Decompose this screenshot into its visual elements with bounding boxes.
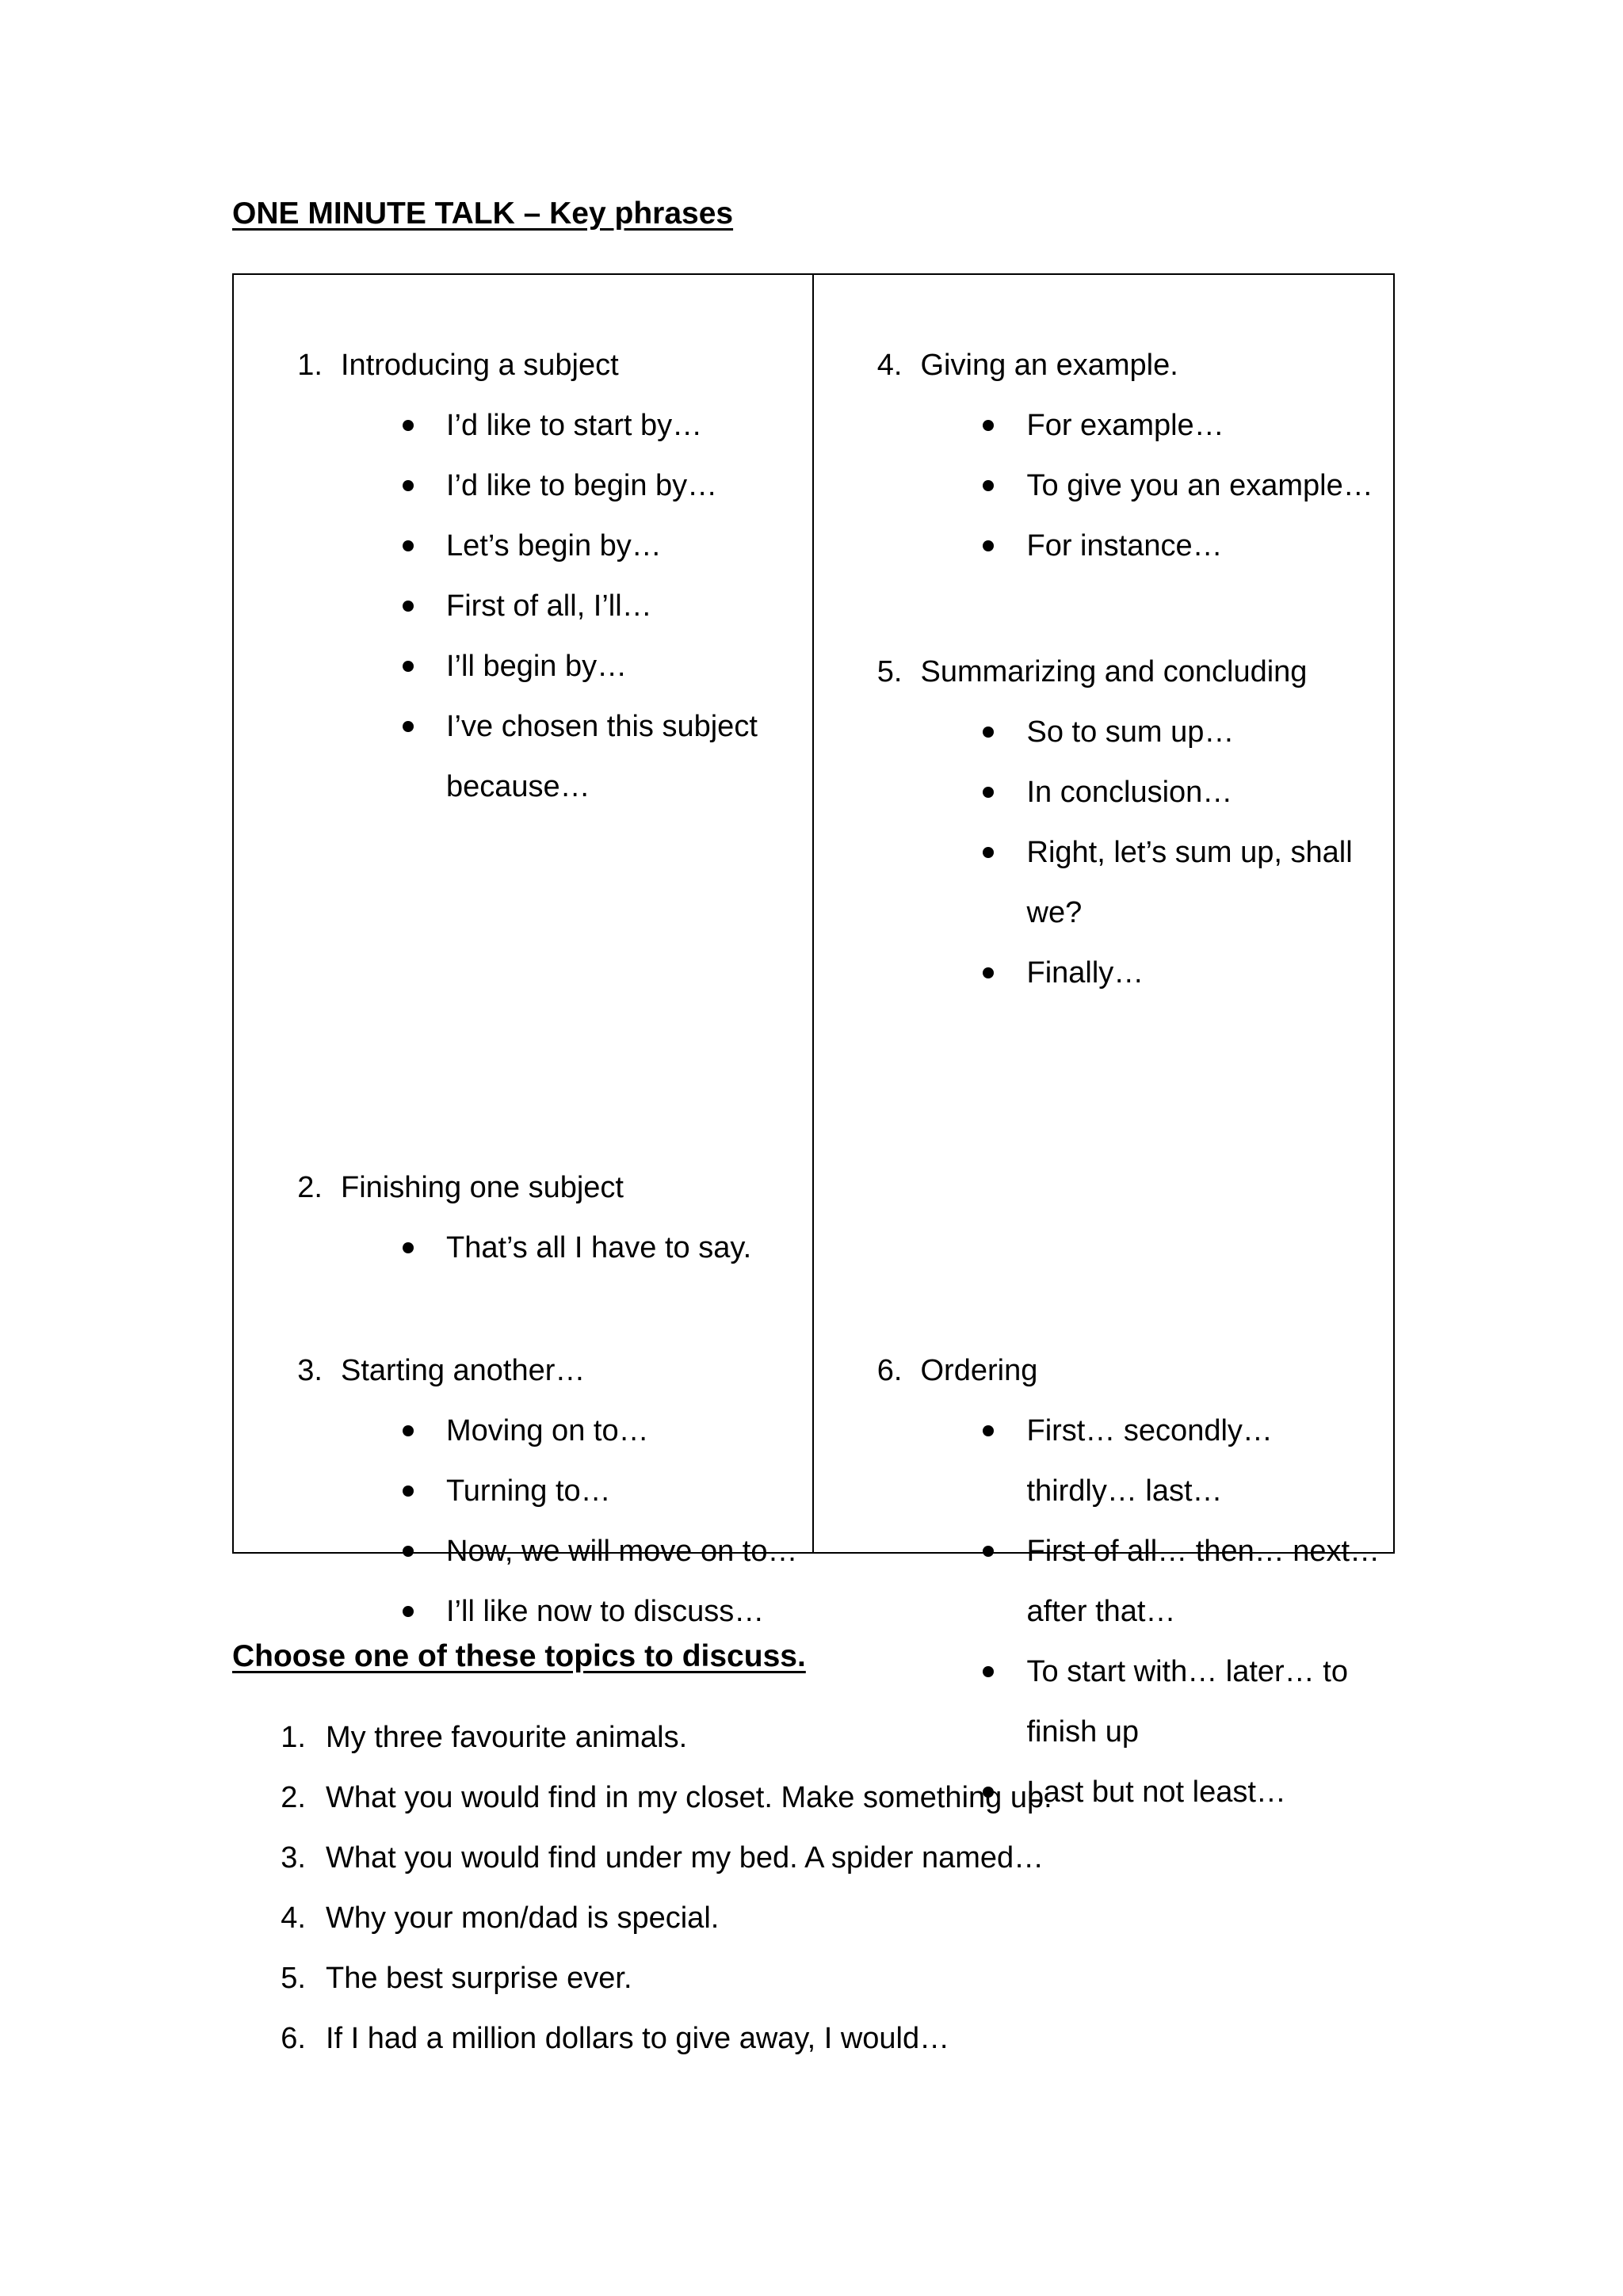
section-title: Starting another… — [341, 1353, 586, 1387]
topic-text: Why your mon/dad is special. — [326, 1901, 720, 1935]
bullet-icon — [983, 1666, 994, 1677]
bullet-icon — [983, 847, 994, 858]
phrase-item: In conclusion… — [814, 762, 1394, 822]
bullet-icon — [983, 967, 994, 978]
bullet-icon — [403, 1242, 414, 1253]
phrase-item: Now, we will move on to… — [234, 1521, 812, 1581]
phrase-section — [234, 1341, 812, 1642]
bullet-icon — [403, 1546, 414, 1557]
bullet-icon — [983, 727, 994, 738]
phrase-item: I’d like to start by… — [234, 395, 812, 456]
phrase-item: Last but not least… — [814, 1762, 1394, 1822]
topic-number: 6. — [281, 2021, 306, 2055]
phrase-item: I’ll begin by… — [234, 636, 812, 696]
phrase-section — [234, 1158, 812, 1278]
topic-number: 4. — [281, 1901, 306, 1935]
bullet-icon — [403, 1425, 414, 1436]
topic-number: 2. — [281, 1780, 306, 1814]
topic-text: If I had a million dollars to give away, I would… — [326, 2021, 950, 2055]
section-number: 3. — [297, 1353, 323, 1387]
phrase-item: First of all… then… next… after that… — [814, 1521, 1394, 1642]
phrase-item: Moving on to… — [234, 1401, 812, 1461]
topic-item — [232, 1768, 1052, 1828]
bullet-icon — [403, 480, 414, 491]
phrase-item: So to sum up… — [814, 702, 1394, 762]
topics-list — [232, 1707, 1052, 2069]
section-number: 4. — [876, 348, 903, 382]
phrase-item: Right, let’s sum up, shall we? — [814, 822, 1394, 943]
bullet-icon — [403, 721, 414, 732]
phrase-item: I’ve chosen this subject because… — [234, 696, 812, 817]
bullet-icon — [983, 540, 994, 551]
phrase-item: Turning to… — [234, 1461, 812, 1521]
phrase-section — [814, 642, 1394, 1003]
phrase-item: First of all, I’ll… — [234, 576, 812, 636]
bullet-icon — [983, 420, 994, 431]
bullet-icon — [983, 1425, 994, 1436]
page-title: ONE MINUTE TALK – Key phrases — [232, 196, 734, 231]
phrase-item: First… secondly… thirdly… last… — [814, 1401, 1394, 1521]
bullet-icon — [983, 480, 994, 491]
phrase-item: To start with… later… to finish up — [814, 1642, 1394, 1762]
bullet-icon — [403, 540, 414, 551]
bullet-icon — [983, 1546, 994, 1557]
phrase-item: I’ll like now to discuss… — [234, 1581, 812, 1642]
section-number: 5. — [876, 654, 903, 688]
section-title: Summarizing and concluding — [920, 654, 1308, 688]
topic-item — [232, 2008, 1052, 2069]
phrase-item: That’s all I have to say. — [234, 1218, 812, 1278]
section-title: Giving an example. — [920, 348, 1178, 382]
topic-number: 3. — [281, 1840, 306, 1875]
section-number: 2. — [297, 1170, 323, 1204]
phrase-section — [234, 335, 812, 817]
topic-text: The best surprise ever. — [326, 1961, 632, 1995]
bullet-icon — [403, 420, 414, 431]
topic-item — [232, 1948, 1052, 2008]
bullet-icon — [983, 787, 994, 798]
left-column — [234, 275, 814, 1628]
topic-text: What you would find under my bed. A spider named… — [326, 1840, 1044, 1875]
topic-item — [232, 1828, 1052, 1888]
phrase-item: For example… — [814, 395, 1394, 456]
topic-text: My three favourite animals. — [326, 1720, 688, 1754]
section-number: 1. — [297, 348, 323, 382]
bullet-icon — [403, 1486, 414, 1497]
topic-item — [232, 1707, 1052, 1768]
bullet-icon — [403, 601, 414, 612]
topics-heading: Choose one of these topics to discuss. — [232, 1639, 806, 1673]
right-column — [814, 275, 1394, 1809]
section-title: Ordering — [920, 1353, 1038, 1387]
bullet-icon — [403, 661, 414, 672]
topic-number: 5. — [281, 1961, 306, 1995]
phrase-section — [814, 335, 1394, 576]
topic-text: What you would find in my closet. Make something up. — [326, 1780, 1052, 1814]
phrase-item: Let’s begin by… — [234, 516, 812, 576]
section-title: Finishing one subject — [341, 1170, 624, 1204]
phrase-item: I’d like to begin by… — [234, 456, 812, 516]
section-number: 6. — [876, 1353, 903, 1387]
section-title: Introducing a subject — [341, 348, 619, 382]
phrase-item: Finally… — [814, 943, 1394, 1003]
topic-item — [232, 1888, 1052, 1948]
bullet-icon — [403, 1606, 414, 1617]
phrase-item: For instance… — [814, 516, 1394, 576]
topic-number: 1. — [281, 1720, 306, 1754]
phrase-item: To give you an example… — [814, 456, 1394, 516]
